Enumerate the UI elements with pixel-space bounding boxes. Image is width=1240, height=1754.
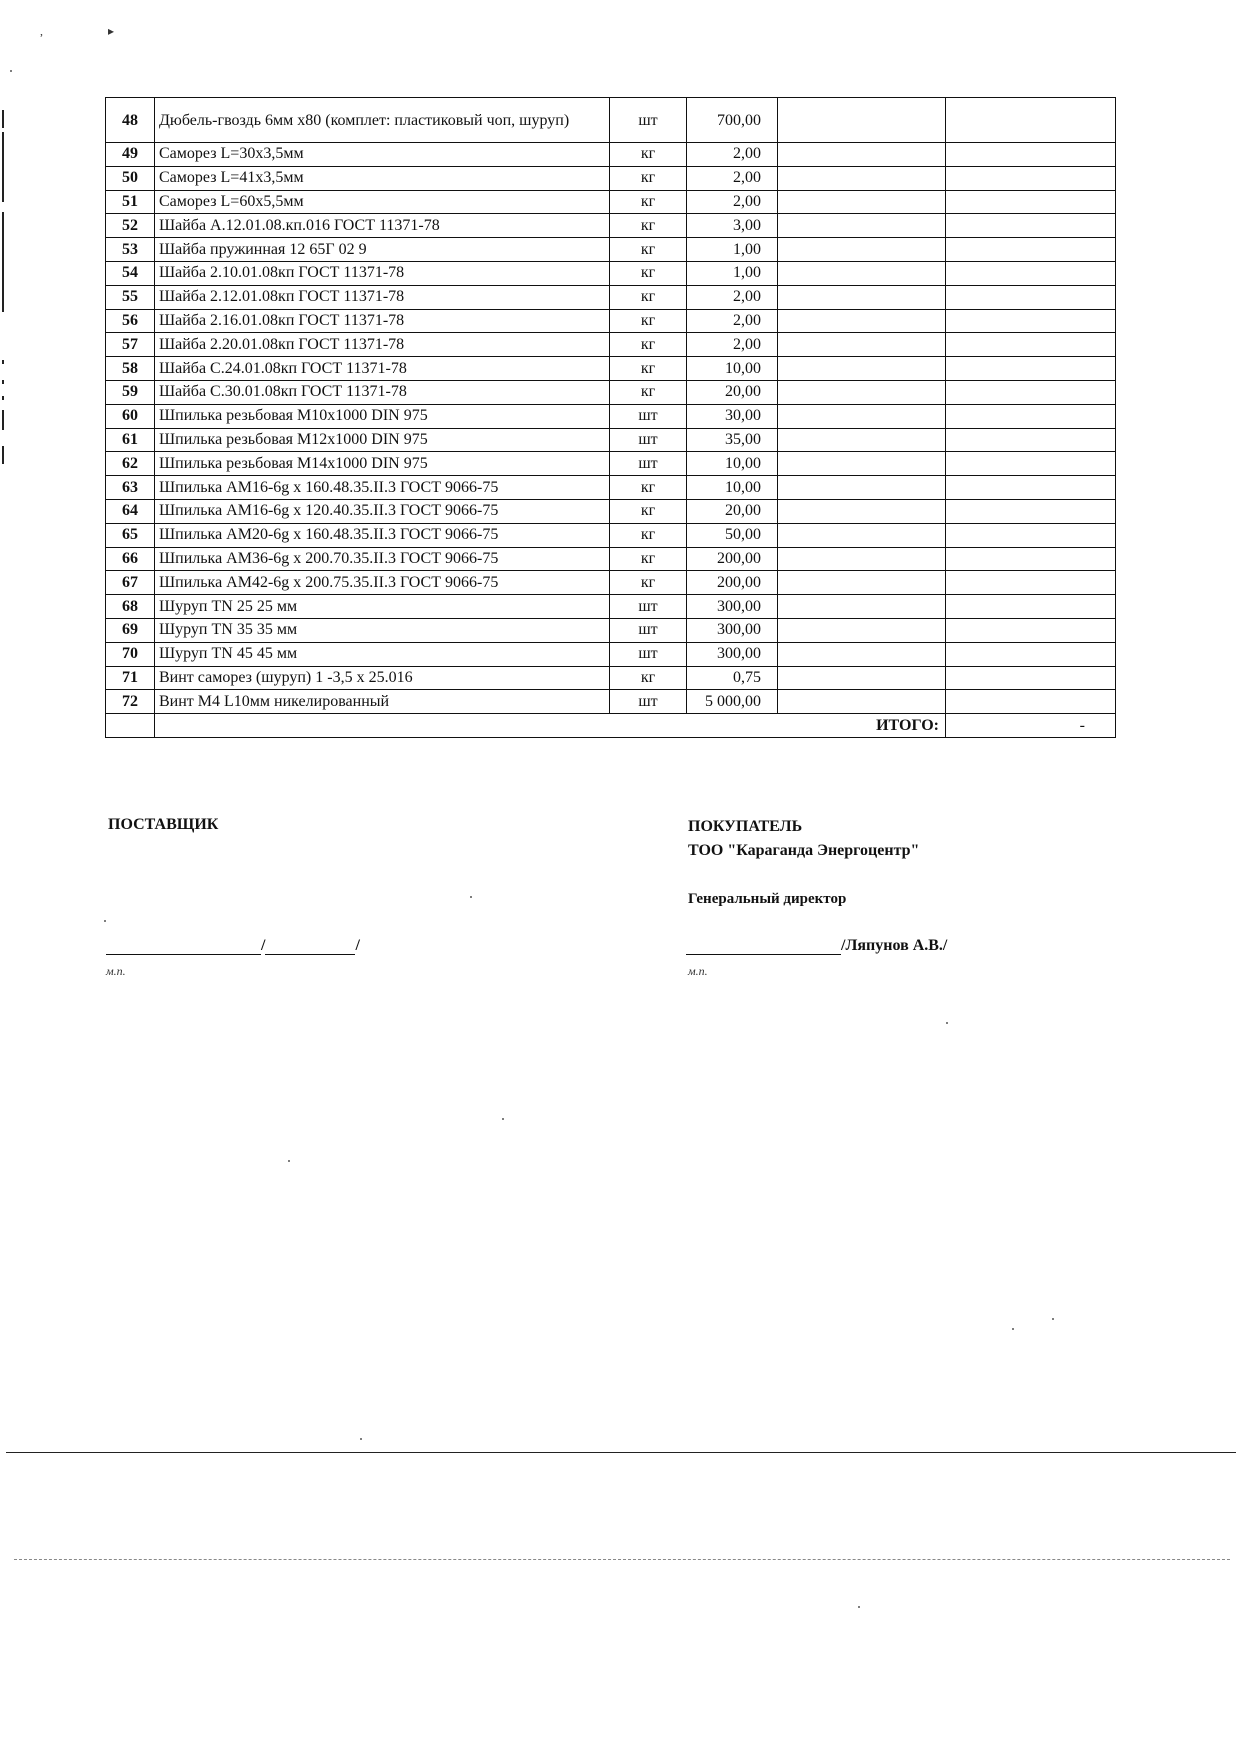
item-unit: кг: [610, 285, 687, 309]
item-name: Шайба А.12.01.08.кп.016 ГОСТ 11371-78: [155, 214, 610, 238]
page-edge-marks: [0, 100, 10, 480]
item-quantity: 200,00: [687, 571, 778, 595]
item-quantity: 1,00: [687, 261, 778, 285]
item-quantity: 30,00: [687, 404, 778, 428]
buyer-signature-name: /Ляпунов А.В./: [841, 937, 948, 954]
item-name: Винт М4 L10мм никелированный: [155, 690, 610, 714]
item-unit: кг: [610, 309, 687, 333]
supplier-slash-2: /: [355, 937, 360, 954]
item-sum: [946, 261, 1116, 285]
item-unit: кг: [610, 190, 687, 214]
item-number: 70: [106, 642, 155, 666]
item-quantity: 10,00: [687, 476, 778, 500]
table-row: [106, 476, 1116, 500]
item-sum: [946, 166, 1116, 190]
supplier-signature-line: [106, 936, 360, 955]
table-row: [106, 309, 1116, 333]
item-number: 72: [106, 690, 155, 714]
table-row: [106, 98, 1116, 143]
buyer-position: Генеральный директор: [688, 891, 847, 907]
item-unit: кг: [610, 666, 687, 690]
item-unit: кг: [610, 571, 687, 595]
item-quantity: 200,00: [687, 547, 778, 571]
table-row: [106, 285, 1116, 309]
item-quantity: 300,00: [687, 595, 778, 619]
item-price: [778, 190, 946, 214]
item-sum: [946, 333, 1116, 357]
item-sum: [946, 428, 1116, 452]
item-sum: [946, 642, 1116, 666]
item-unit: кг: [610, 523, 687, 547]
item-name: Шуруп TN 45 45 мм: [155, 642, 610, 666]
table-row: [106, 523, 1116, 547]
item-sum: [946, 690, 1116, 714]
item-sum: [946, 452, 1116, 476]
item-sum: [946, 380, 1116, 404]
item-number: 56: [106, 309, 155, 333]
item-name: Шайба 2.20.01.08кп ГОСТ 11371-78: [155, 333, 610, 357]
item-sum: [946, 547, 1116, 571]
item-name: Шпилька АМ20-6g х 160.48.35.II.3 ГОСТ 9066-75: [155, 523, 610, 547]
item-number: 51: [106, 190, 155, 214]
item-quantity: 20,00: [687, 380, 778, 404]
table-row: [106, 357, 1116, 381]
table-row: [106, 690, 1116, 714]
item-sum: [946, 499, 1116, 523]
item-number: 67: [106, 571, 155, 595]
item-price: [778, 499, 946, 523]
item-unit: шт: [610, 404, 687, 428]
item-unit: кг: [610, 547, 687, 571]
item-unit: шт: [610, 98, 687, 143]
item-quantity: 5 000,00: [687, 690, 778, 714]
item-quantity: 3,00: [687, 214, 778, 238]
item-number: 66: [106, 547, 155, 571]
item-unit: шт: [610, 618, 687, 642]
scan-speck: [104, 920, 106, 922]
item-sum: [946, 404, 1116, 428]
item-name: Саморез L=30х3,5мм: [155, 143, 610, 167]
item-unit: кг: [610, 476, 687, 500]
item-name: Шпилька резьбовая М12х1000 DIN 975: [155, 428, 610, 452]
item-name: Шпилька АМ16-6g х 160.48.35.II.3 ГОСТ 9066-75: [155, 476, 610, 500]
item-name: Шпилька АМ36-6g х 200.70.35.II.3 ГОСТ 9066-75: [155, 547, 610, 571]
scan-speck: [1052, 1318, 1054, 1320]
item-sum: [946, 523, 1116, 547]
table-row: [106, 452, 1116, 476]
item-price: [778, 98, 946, 143]
item-sum: [946, 238, 1116, 262]
item-name: Шуруп TN 35 35 мм: [155, 618, 610, 642]
buyer-signature-line: [686, 936, 947, 955]
items-body: [106, 98, 1116, 714]
item-name: Винт саморез (шуруп) 1 -3,5 х 25.016: [155, 666, 610, 690]
item-price: [778, 547, 946, 571]
item-quantity: 1,00: [687, 238, 778, 262]
table-row: [106, 499, 1116, 523]
item-price: [778, 571, 946, 595]
table-row: [106, 571, 1116, 595]
item-sum: [946, 595, 1116, 619]
item-number: 64: [106, 499, 155, 523]
item-unit: шт: [610, 428, 687, 452]
item-unit: кг: [610, 166, 687, 190]
item-sum: [946, 214, 1116, 238]
item-name: Шпилька резьбовая М14х1000 DIN 975: [155, 452, 610, 476]
item-quantity: 2,00: [687, 333, 778, 357]
item-number: 68: [106, 595, 155, 619]
item-unit: кг: [610, 261, 687, 285]
item-price: [778, 666, 946, 690]
scan-border-line: [6, 1452, 1236, 1453]
supplier-slash-1: /: [261, 937, 266, 954]
item-unit: кг: [610, 238, 687, 262]
item-quantity: 2,00: [687, 166, 778, 190]
item-price: [778, 333, 946, 357]
item-name: Шайба С.24.01.08кп ГОСТ 11371-78: [155, 357, 610, 381]
item-price: [778, 595, 946, 619]
item-price: [778, 452, 946, 476]
item-price: [778, 166, 946, 190]
total-row: [106, 714, 1116, 738]
item-name: Шайба С.30.01.08кп ГОСТ 11371-78: [155, 380, 610, 404]
item-name: Шайба 2.10.01.08кп ГОСТ 11371-78: [155, 261, 610, 285]
scan-speck: [470, 896, 472, 898]
item-sum: [946, 357, 1116, 381]
item-price: [778, 404, 946, 428]
table-row: [106, 380, 1116, 404]
item-price: [778, 523, 946, 547]
table-row: [106, 214, 1116, 238]
scan-mark: ,: [40, 24, 43, 38]
total-label: ИТОГО:: [155, 714, 946, 738]
item-price: [778, 238, 946, 262]
item-name: Шайба 2.12.01.08кп ГОСТ 11371-78: [155, 285, 610, 309]
item-price: [778, 214, 946, 238]
table-row: [106, 261, 1116, 285]
item-unit: шт: [610, 595, 687, 619]
item-price: [778, 309, 946, 333]
item-number: 57: [106, 333, 155, 357]
item-price: [778, 690, 946, 714]
item-quantity: 700,00: [687, 98, 778, 143]
scan-speck: [946, 1022, 948, 1024]
table-row: [106, 618, 1116, 642]
scan-speck: [360, 1438, 362, 1440]
item-quantity: 50,00: [687, 523, 778, 547]
item-quantity: 10,00: [687, 452, 778, 476]
supplier-signature-blank: [106, 936, 261, 955]
table-row: [106, 428, 1116, 452]
item-number: 53: [106, 238, 155, 262]
item-number: 61: [106, 428, 155, 452]
item-name: Шайба 2.16.01.08кп ГОСТ 11371-78: [155, 309, 610, 333]
item-price: [778, 642, 946, 666]
table-row: [106, 166, 1116, 190]
item-number: 55: [106, 285, 155, 309]
item-number: 54: [106, 261, 155, 285]
item-name: Шайба пружинная 12 65Г 02 9: [155, 238, 610, 262]
item-unit: кг: [610, 357, 687, 381]
item-number: 58: [106, 357, 155, 381]
buyer-title: ПОКУПАТЕЛЬ: [688, 818, 803, 835]
item-quantity: 300,00: [687, 618, 778, 642]
item-name: Саморез L=60х5,5мм: [155, 190, 610, 214]
table-row: [106, 642, 1116, 666]
item-name: Саморез L=41х3,5мм: [155, 166, 610, 190]
table-row: [106, 666, 1116, 690]
item-unit: кг: [610, 499, 687, 523]
buyer-company: ТОО "Караганда Энергоцентр": [688, 842, 920, 859]
supplier-stamp-label: м.п.: [106, 964, 126, 978]
item-number: 69: [106, 618, 155, 642]
item-name: Шпилька АМ16-6g х 120.40.35.II.3 ГОСТ 9066-75: [155, 499, 610, 523]
scan-speck: [10, 70, 12, 72]
item-unit: шт: [610, 452, 687, 476]
item-unit: кг: [610, 380, 687, 404]
table-row: [106, 143, 1116, 167]
item-quantity: 2,00: [687, 285, 778, 309]
item-quantity: 2,00: [687, 143, 778, 167]
table-row: [106, 238, 1116, 262]
item-sum: [946, 618, 1116, 642]
item-number: 59: [106, 380, 155, 404]
item-number: 63: [106, 476, 155, 500]
item-sum: [946, 190, 1116, 214]
item-name: Шуруп TN 25 25 мм: [155, 595, 610, 619]
item-number: 50: [106, 166, 155, 190]
item-sum: [946, 476, 1116, 500]
table-row: [106, 547, 1116, 571]
item-sum: [946, 143, 1116, 167]
item-unit: шт: [610, 642, 687, 666]
buyer-stamp-label: м.п.: [688, 964, 708, 978]
supplier-title: ПОСТАВЩИК: [108, 816, 219, 833]
item-price: [778, 428, 946, 452]
item-unit: кг: [610, 143, 687, 167]
item-quantity: 2,00: [687, 190, 778, 214]
item-name: Шпилька резьбовая М10х1000 DIN 975: [155, 404, 610, 428]
items-table: [105, 97, 1116, 738]
item-name: Шпилька АМ42-6g х 200.75.35.II.3 ГОСТ 9066-75: [155, 571, 610, 595]
total-value: -: [946, 714, 1116, 738]
item-number: 49: [106, 143, 155, 167]
item-number: 62: [106, 452, 155, 476]
scan-speck: [288, 1160, 290, 1162]
item-unit: кг: [610, 333, 687, 357]
item-price: [778, 143, 946, 167]
buyer-signature-blank: [686, 936, 841, 955]
item-price: [778, 380, 946, 404]
item-sum: [946, 309, 1116, 333]
item-sum: [946, 98, 1116, 143]
item-number: 48: [106, 98, 155, 143]
scan-mark: ▸: [108, 24, 115, 38]
item-quantity: 2,00: [687, 309, 778, 333]
item-quantity: 20,00: [687, 499, 778, 523]
table-row: [106, 404, 1116, 428]
item-price: [778, 285, 946, 309]
item-unit: шт: [610, 690, 687, 714]
table-row: [106, 190, 1116, 214]
item-quantity: 300,00: [687, 642, 778, 666]
table-row: [106, 595, 1116, 619]
table-row: [106, 333, 1116, 357]
item-price: [778, 357, 946, 381]
scan-dotted-line: [14, 1559, 1230, 1560]
scan-speck: [502, 1118, 504, 1120]
item-quantity: 10,00: [687, 357, 778, 381]
item-quantity: 35,00: [687, 428, 778, 452]
item-price: [778, 261, 946, 285]
supplier-name-blank: [265, 936, 355, 955]
item-number: 71: [106, 666, 155, 690]
item-sum: [946, 285, 1116, 309]
total-empty-num: [106, 714, 155, 738]
item-price: [778, 618, 946, 642]
item-unit: кг: [610, 214, 687, 238]
item-number: 65: [106, 523, 155, 547]
item-quantity: 0,75: [687, 666, 778, 690]
item-number: 60: [106, 404, 155, 428]
item-name: Дюбель-гвоздь 6мм х80 (комплет: пластиковый чоп, шуруп): [155, 98, 610, 143]
item-number: 52: [106, 214, 155, 238]
item-sum: [946, 571, 1116, 595]
item-sum: [946, 666, 1116, 690]
scan-speck: [858, 1606, 860, 1608]
scan-speck: [1012, 1328, 1014, 1330]
item-price: [778, 476, 946, 500]
